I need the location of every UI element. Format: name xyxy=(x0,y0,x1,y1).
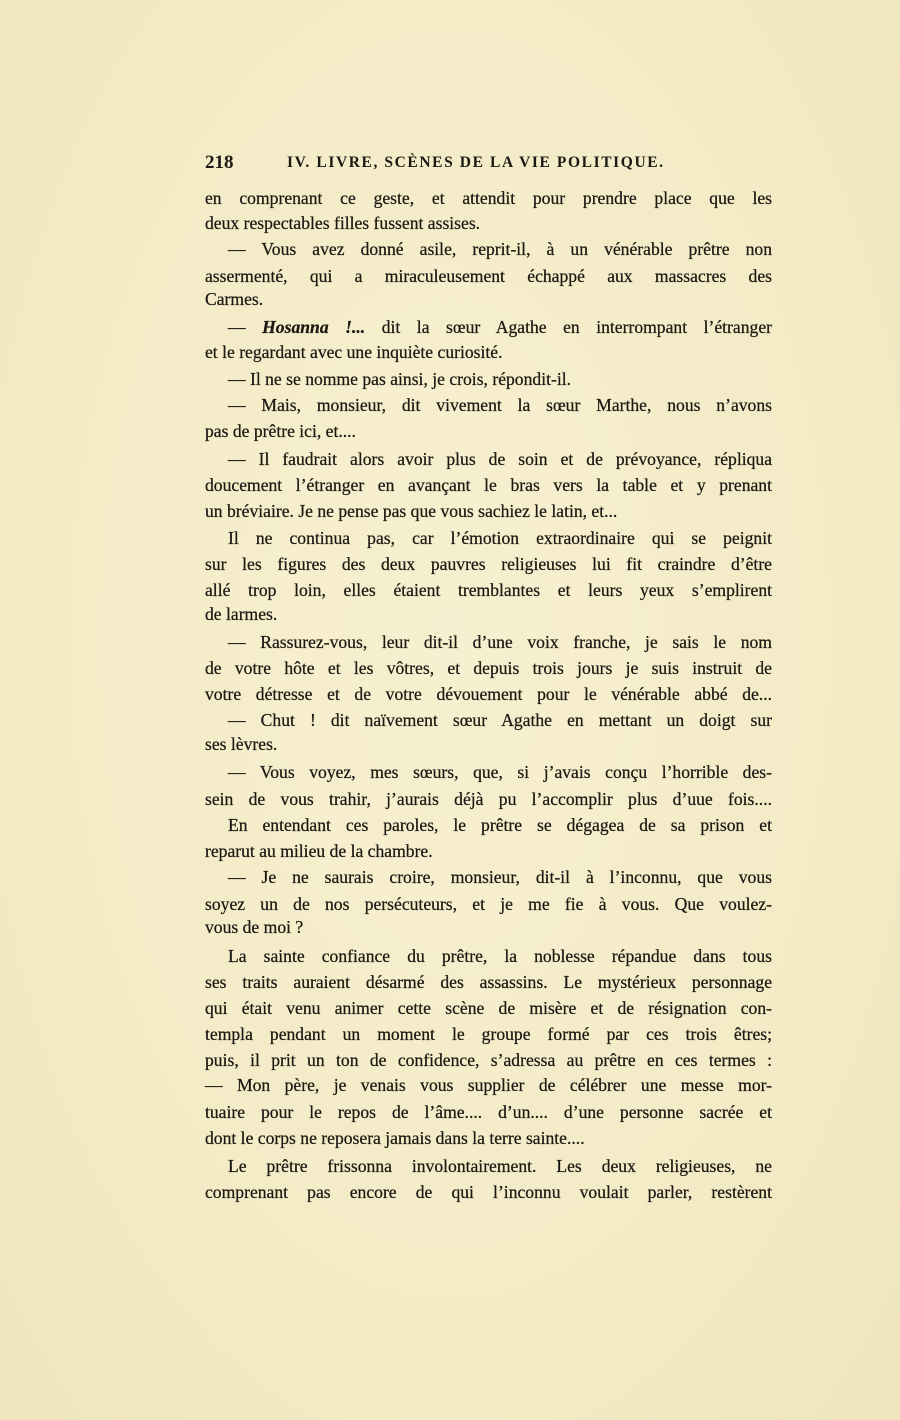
text-line: ses traits auraient désarmé des assassins. Le mystérieux personnage xyxy=(205,972,772,992)
italic-exclamation: Hosanna !... xyxy=(262,317,366,337)
text-line: votre détresse et de votre dévouement pour le vénérable abbé de... xyxy=(205,684,772,704)
text-line: — Mon père, je venais vous supplier de célébrer une messe mor- xyxy=(205,1075,772,1095)
text-line: doucement l’étranger en avançant le bras vers la table et y prenant xyxy=(205,475,772,495)
text-line: La sainte confiance du prêtre, la noblesse répandue dans tous xyxy=(228,946,772,966)
text-line: — Je ne saurais croire, monsieur, dit-il à l’inconnu, que vous xyxy=(228,867,772,887)
text-line: dont le corps ne reposera jamais dans la terre sainte.... xyxy=(205,1128,585,1148)
text-line: un bréviaire. Je ne pense pas que vous sachiez le latin, et... xyxy=(205,501,618,521)
text-line: — Vous voyez, mes sœurs, que, si j’avais conçu l’horrible des- xyxy=(228,762,772,782)
text-line: Le prêtre frissonna involontairement. Les deux religieuses, ne xyxy=(228,1156,772,1176)
text-line: pas de prêtre ici, et.... xyxy=(205,421,356,441)
text-line: reparut au milieu de la chambre. xyxy=(205,841,433,861)
text-line: — Mais, monsieur, dit vivement la sœur Marthe, nous n’avons xyxy=(228,395,772,415)
page-number: 218 xyxy=(205,152,234,173)
text-line: en comprenant ce geste, et attendit pour prendre place que les xyxy=(205,188,772,208)
text-line: sein de vous trahir, j’aurais déjà pu l’accomplir plus d’uue fois.... xyxy=(205,789,772,809)
text-line: En entendant ces paroles, le prêtre se dégagea de sa prison et xyxy=(228,815,772,835)
running-title: IV. LIVRE, SCÈNES DE LA VIE POLITIQUE. xyxy=(287,154,665,171)
text-line: — Rassurez-vous, leur dit-il d’une voix franche, je sais le nom xyxy=(228,632,772,652)
text-line: — Vous avez donné asile, reprit-il, à un vénérable prêtre non xyxy=(228,239,772,259)
text-line: de larmes. xyxy=(205,604,278,624)
text-line: — Il ne se nomme pas ainsi, je crois, répondit-il. xyxy=(228,369,572,389)
text-line: puis, il prit un ton de confidence, s’adressa au prêtre en ces termes : xyxy=(205,1050,772,1070)
text-line xyxy=(228,316,772,338)
text-line: deux respectables filles fussent assises. xyxy=(205,213,481,233)
text-line: tuaire pour le repos de l’âme.... d’un.... d’une personne sacrée et xyxy=(205,1102,772,1122)
text-line: de votre hôte et les vôtres, et depuis trois jours je suis instruit de xyxy=(205,658,772,678)
text-line: allé trop loin, elles étaient tremblantes et leurs yeux s’emplirent xyxy=(205,580,772,600)
text-line: — Chut ! dit naïvement sœur Agathe en mettant un doigt sur xyxy=(228,710,772,730)
text-line: et le regardant avec une inquiète curiosité. xyxy=(205,342,503,362)
line-text: dit la sœur Agathe en interrompant l’étranger xyxy=(365,317,772,337)
text-line: ses lèvres. xyxy=(205,734,278,754)
page-header xyxy=(205,152,772,178)
text-line: qui était venu animer cette scène de misère et de résignation con- xyxy=(205,998,772,1018)
text-line: comprenant pas encore de qui l’inconnu voulait parler, restèrent xyxy=(205,1182,772,1202)
text-line: Carmes. xyxy=(205,289,264,309)
text-line: — Il faudrait alors avoir plus de soin et de prévoyance, répliqua xyxy=(228,449,772,469)
text-line: Il ne continua pas, car l’émotion extraordinaire qui se peignit xyxy=(228,528,772,548)
text-line: templa pendant un moment le groupe formé par ces trois êtres; xyxy=(205,1024,772,1044)
text-line: vous de moi ? xyxy=(205,917,304,937)
text-line: assermenté, qui a miraculeusement échappé aux massacres des xyxy=(205,266,772,286)
text-line: soyez un de nos persécuteurs, et je me fie à vous. Que voulez- xyxy=(205,894,772,914)
line-prefix: — xyxy=(228,317,263,337)
text-line: sur les figures des deux pauvres religieuses lui fit craindre d’être xyxy=(205,554,772,574)
